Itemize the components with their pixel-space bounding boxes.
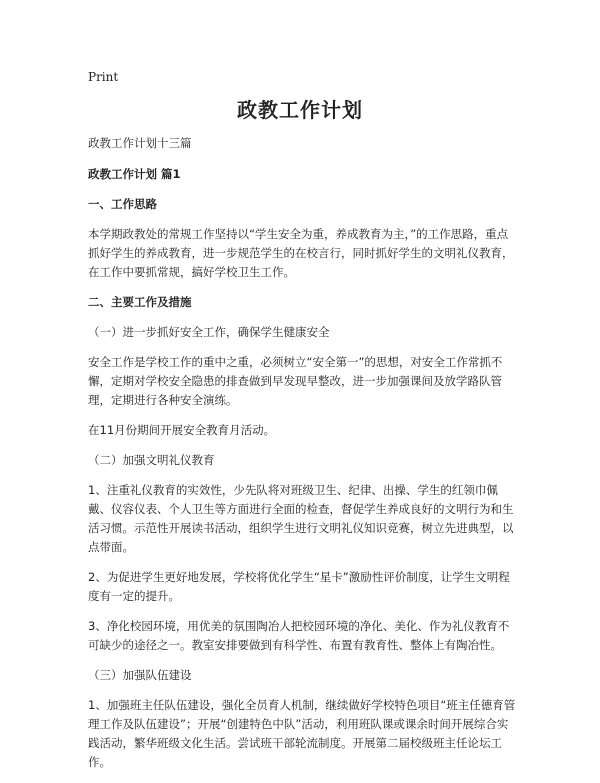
document-body: [88, 134, 518, 783]
subsection-heading-etiquette: （二）加强文明礼仪教育: [88, 453, 215, 467]
paragraph-safety-1: 安全工作是学校工作的重中之重，必须树立“安全第一”的思想，对安全工作常抓不懈，定期对学校安全隐患的排查做到早发现早整改，进一步加强课间及放学路队管理，定期进行各种安全演练。: [88, 355, 503, 407]
paragraph-safety-2: 在11月份期间开展安全教育月活动。: [88, 423, 276, 437]
section-heading-main-work: 二、主要工作及措施: [88, 295, 192, 309]
paragraph-etiquette-1: 1、注重礼仪教育的实效性，少先队将对班级卫生、纪律、出操、学生的红领巾佩戴、仪容仪表、个人卫生等方面进行全面的检查，督促学生养成良好的文明行为和生活习惯。示范性开展读书活动，组织学生进行文明礼仪知识竞赛，树立先进典型，以点带面。: [88, 483, 514, 554]
paragraph-etiquette-3: 3、净化校园环境，用优美的氛围陶冶人把校园环境的净化、美化、作为礼仪教育不可缺少的途径之一。教室安排要做到有科学性、布置有教育性、整体上有陶冶性。: [88, 619, 510, 652]
subsection-heading-safety: （一）进一步抓好安全工作，确保学生健康安全: [88, 325, 330, 339]
paragraph-etiquette-2: 2、为促进学生更好地发展，学校将优化学生“星卡”激励性评价制度，让学生文明程度有一定的提升。: [88, 570, 510, 603]
document-subtitle: 政教工作计划十三篇: [88, 136, 192, 150]
paragraph-work-ideas: 本学期政教处的常规工作坚持以“学生安全为重，养成教育为主，”的工作思路，重点抓好学生的养成教育，进一步规范学生的在校言行，同时抓好学生的文明礼仪教育，在工作中要抓常规，搞好学校卫生工作。: [88, 227, 514, 279]
paragraph-team-1: 1、加强班主任队伍建设，强化全员育人机制，继续做好学校特色项目“班主任德育管理工作及队伍建设”；开展“创建特色中队”活动，利用班队课或课余时间开展综合实践活动，繁华班级文化生活。尝试班干部轮流制度。开展第二届校级班主任论坛工作。: [88, 698, 516, 769]
print-link[interactable]: Print: [88, 70, 119, 84]
subsection-heading-team: （三）加强队伍建设: [88, 668, 192, 682]
document-title: 政教工作计划: [237, 98, 363, 122]
section-heading-work-ideas: 一、工作思路: [88, 197, 157, 211]
chapter-heading: 政教工作计划 篇1: [88, 167, 181, 181]
